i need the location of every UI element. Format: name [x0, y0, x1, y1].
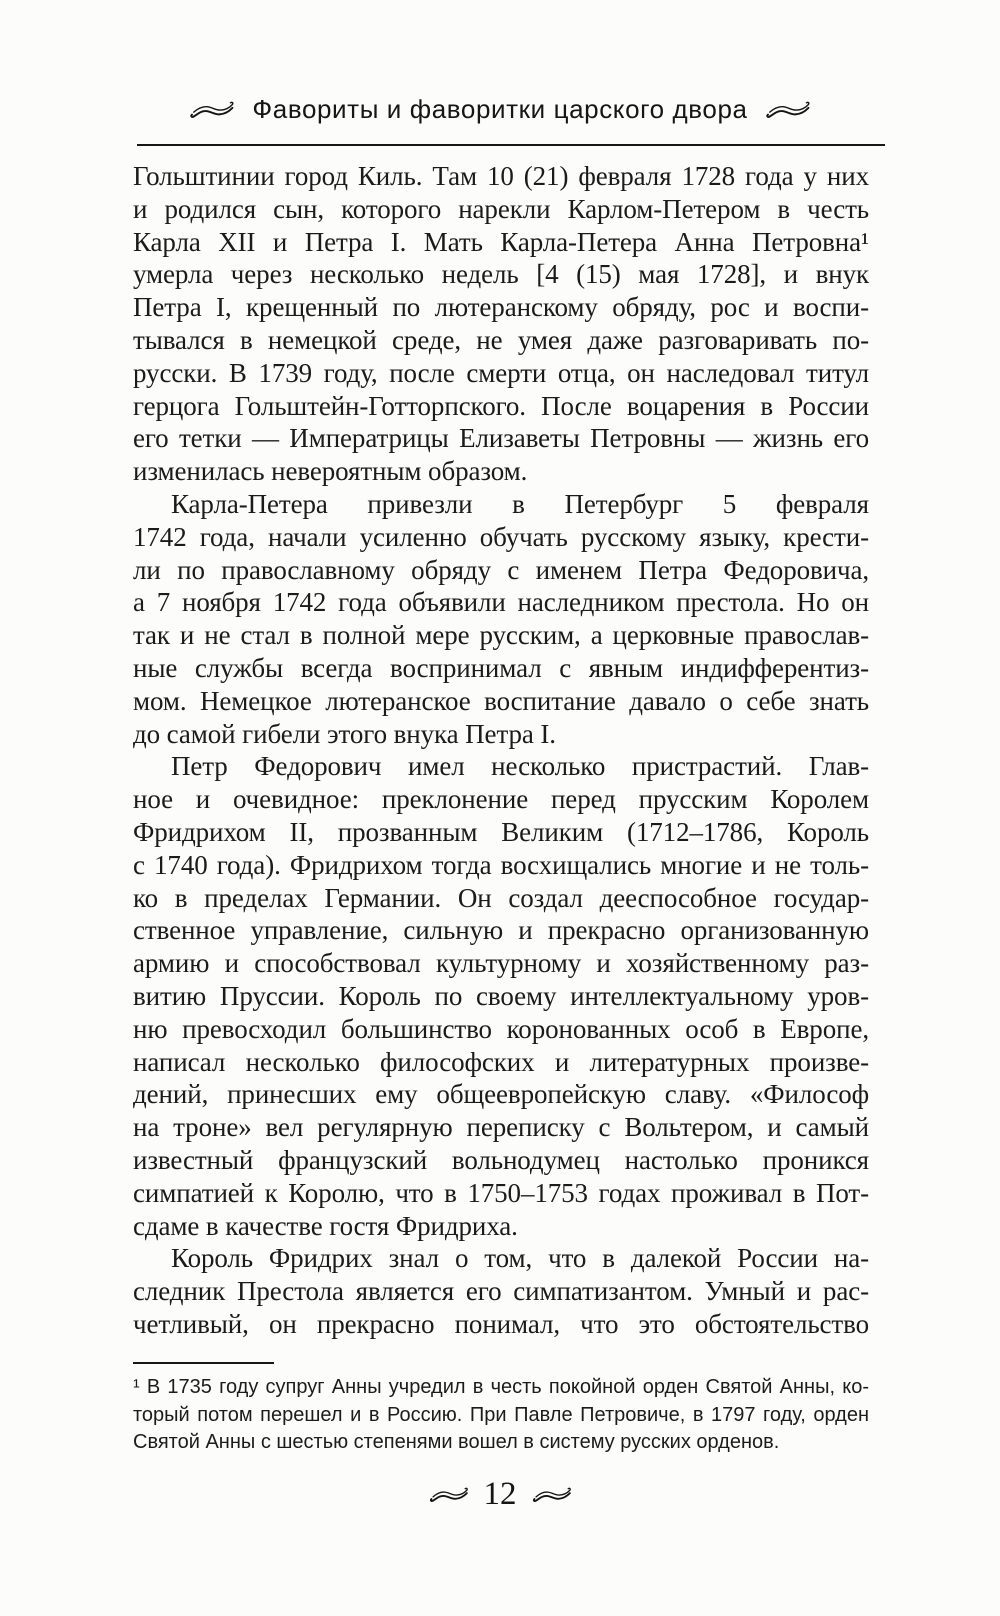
body-line: Король Фридрих знал о том, что в далекой России на- — [171, 1243, 869, 1274]
footnote-line: ¹ В 1735 году супруг Анны учредил в честь покойной орден Святой Анны, ко- — [133, 1376, 869, 1398]
page-number: 12 — [483, 1476, 517, 1512]
paragraph — [133, 160, 869, 488]
body-line: Петра I, крещенный по лютеранскому обряду, рос и воспи- — [133, 292, 869, 323]
body-line: сдаме в качестве гостя Фридриха. — [133, 1210, 518, 1241]
body-line: Карла XII и Петра I. Мать Карла-Петера Анна Петровна¹ — [133, 226, 869, 257]
footnote-rule — [133, 1362, 274, 1364]
body-line: витию Пруссии. Король по своему интеллектуальному уров- — [133, 980, 869, 1011]
body-line: изменилась невероятным образом. — [133, 456, 528, 487]
header-rule — [137, 144, 885, 146]
body-text — [133, 160, 869, 1341]
running-header-title: Фавориты и фаворитки царского двора — [252, 94, 748, 124]
paragraph — [133, 750, 869, 1242]
page-number-row — [0, 1476, 1000, 1513]
body-line: так и не стал в полной мере русским, а церковные православ- — [133, 620, 869, 651]
body-line: герцога Гольштейн-Готторпского. После воцарения в России — [133, 390, 869, 421]
body-line: армию и способствовал культурному и хозяйственному раз- — [133, 948, 869, 979]
body-line: 1742 года, начали усиленно обучать русскому языку, крести- — [133, 521, 869, 552]
footnote-line: торый потом перешел и в Россию. При Павле Петровиче, в 1797 году, орден — [133, 1403, 869, 1426]
body-line: ственное управление, сильную и прекрасно организованную — [133, 915, 869, 946]
body-line: его тетки — Императрицы Елизаветы Петровны — жизнь его — [133, 423, 869, 454]
body-line: симпатией к Королю, что в 1750–1753 годах проживал в Пот- — [133, 1177, 869, 1208]
swash-ornament-icon — [764, 100, 812, 120]
paragraph — [133, 1242, 869, 1340]
body-line: умерла через несколько недель [4 (15) мая 1728], и внук — [133, 259, 869, 290]
body-line: Гольштинии город Киль. Там 10 (21) февраля 1728 года у них — [133, 161, 869, 191]
paragraph — [133, 488, 869, 750]
body-line: тывался в немецкой среде, не умея даже разговаривать по- — [133, 324, 869, 355]
footnote-line: Святой Анны с шестью степенями вошел в систему русских орденов. — [133, 1431, 780, 1453]
body-line: а 7 ноября 1742 года объявили наследником престола. Но он — [133, 587, 869, 618]
body-line: написал несколько философских и литературных произве- — [133, 1046, 869, 1077]
body-line: ко в пределах Германии. Он создал дееспособное государ- — [133, 882, 869, 913]
body-line: Фридрихом II, прозванным Великим (1712–1786, Король — [133, 816, 869, 847]
body-line: следник Престола является его симпатизантом. Умный и рас- — [133, 1276, 869, 1307]
body-line: ное и очевидное: преклонение перед прусским Королем — [133, 784, 869, 815]
body-line: русски. В 1739 году, после смерти отца, он наследовал титул — [133, 357, 869, 388]
body-line: с 1740 года). Фридрихом тогда восхищались многие и не толь- — [133, 849, 869, 880]
body-line: Петр Федорович имел несколько пристрастий. Глав- — [171, 751, 869, 782]
body-line: ли по православному обряду с именем Петра Федоровича, — [133, 554, 869, 585]
footnote — [133, 1374, 869, 1457]
body-line: на троне» вел регулярную переписку с Вольтером, и самый — [133, 1112, 869, 1143]
body-line: известный французский вольнодумец настолько проникся — [133, 1144, 869, 1175]
body-line: дений, принесших ему общеевропейскую славу. «Философ — [133, 1079, 869, 1110]
body-line: ню превосходил большинство коронованных особ в Европе, — [133, 1013, 869, 1044]
swash-ornament-icon — [188, 100, 236, 120]
swash-ornament-icon — [428, 1486, 470, 1504]
body-line: Карла-Петера привезли в Петербург 5 февраля — [171, 488, 869, 519]
body-line: ные службы всегда воспринимал с явным индифферентиз- — [133, 652, 869, 683]
body-line: и родился сын, которого нарекли Карлом-Петером в честь — [133, 193, 869, 224]
swash-ornament-icon — [531, 1486, 573, 1504]
body-line: четливый, он прекрасно понимал, что это обстоятельство — [133, 1308, 869, 1339]
body-line: мом. Немецкое лютеранское воспитание давало о себе знать — [133, 685, 869, 716]
body-line: до самой гибели этого внука Петра I. — [133, 718, 556, 749]
running-header — [0, 94, 1000, 125]
